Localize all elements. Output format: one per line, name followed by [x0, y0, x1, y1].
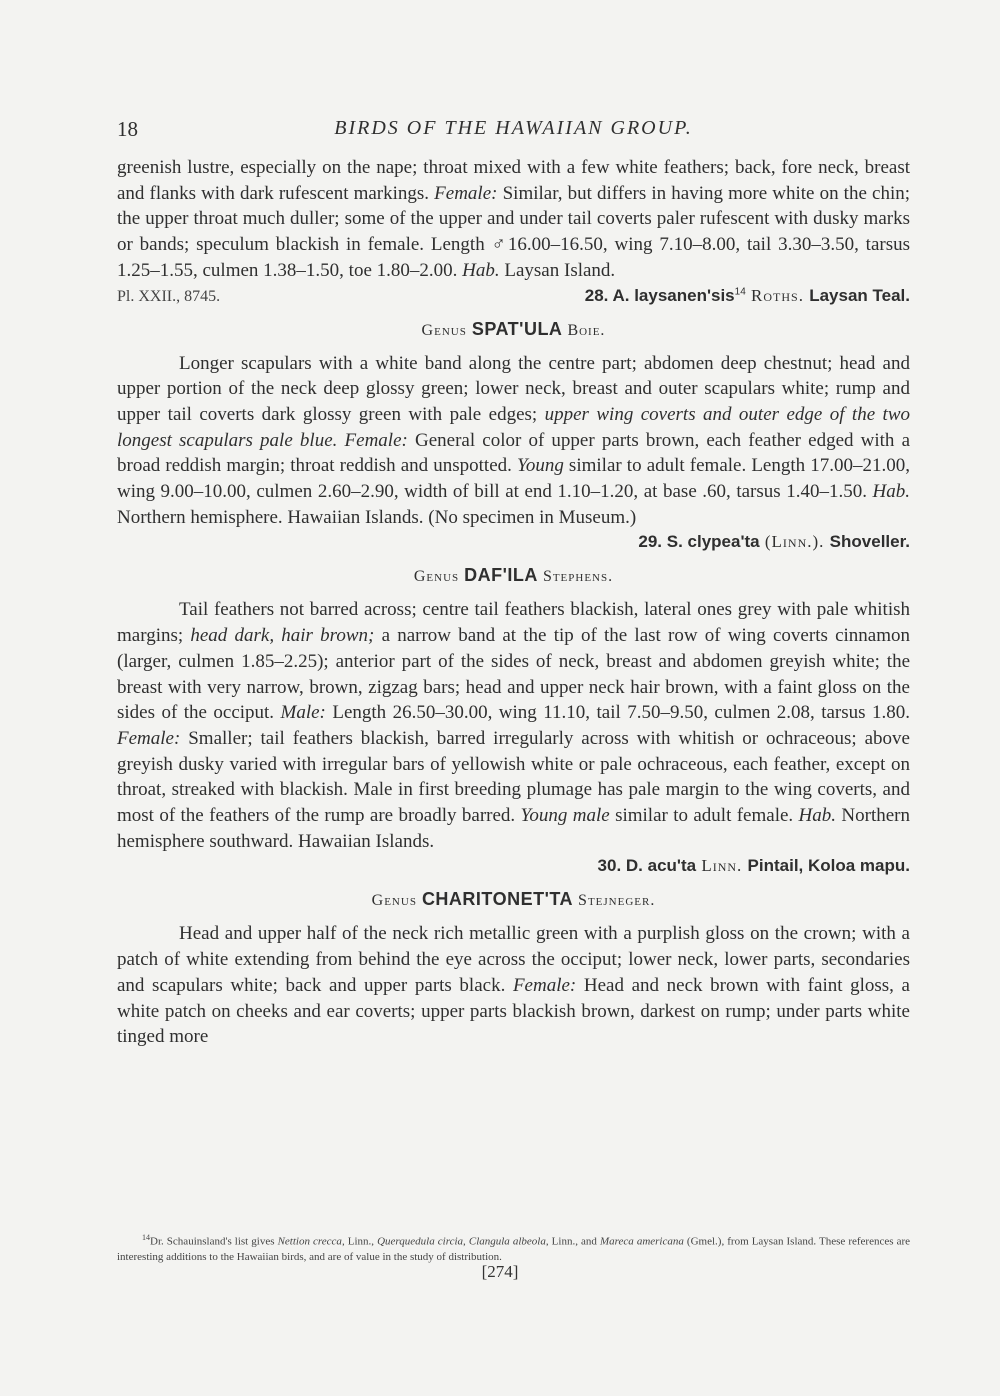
italic-run: Nettion crecca: [277, 1235, 342, 1248]
species-binomial: 29. S. clypea'ta: [638, 532, 760, 552]
species-common-name: Laysan Teal.: [809, 285, 910, 305]
page-number: 18: [117, 117, 138, 141]
hab-label: Hab.: [798, 805, 837, 827]
hab-label: Hab.: [872, 481, 910, 503]
genus-name: CHARITONET'TA: [421, 889, 574, 910]
species-binomial: 30. D. acu'ta: [597, 856, 697, 876]
species-heading-30: [117, 856, 910, 881]
text-run: Longer scapulars with a white band along the centre part; abdomen deep chestnut; head and upper portion of the neck deep glossy green; lower neck, breast and outer scapulars white; rump and upper tail coverts dark glossy green with pale edges;: [117, 352, 910, 425]
text-run: Northern hemisphere southward. Hawaiian Islands.: [117, 805, 910, 852]
text-run: Tail feathers not barred across; centre tail feathers blackish, lateral ones grey with pale whitish margins;: [117, 599, 910, 647]
text-run: Dr. Schauinsland's list gives: [150, 1235, 278, 1248]
text-run: a narrow band at the tip of the last row of wing coverts cinnamon (larger, culmen 1.85–2.25); anterior part of the sides of neck, breast and abdomen greyish white; the breast with very narrow, brown, zigzag bars; head and upper neck hair brown, with a faint gloss on the sides of the occiput.: [117, 625, 910, 724]
running-title: BIRDS OF THE HAWAIIAN GROUP.: [334, 117, 693, 139]
genus-heading-charitonetta: [117, 885, 910, 913]
footnote-ref: 14: [734, 285, 746, 297]
species-heading-28: [117, 286, 910, 311]
paragraph-laysan-teal-description: [117, 155, 910, 284]
hab-label: Hab.: [462, 259, 500, 281]
species-author: Roths.: [745, 285, 810, 305]
genus-heading-spatula: [117, 315, 910, 343]
signature-mark: [274]: [481, 1262, 519, 1281]
text-run: ,: [463, 1235, 469, 1248]
species-common-name: Shoveller.: [829, 532, 910, 552]
text-run: Northern hemisphere. Hawaiian Islands. (No specimen in Museum.): [117, 506, 637, 528]
genus-word: Genus: [421, 321, 472, 339]
male-label: Male:: [280, 702, 326, 724]
genus-author: Stejneger.: [573, 892, 656, 910]
plate-reference: Pl. XXII., 8745.: [117, 287, 221, 305]
species-name: [585, 286, 910, 306]
text-run: greenish lustre, especially on the nape; throat mixed with a few white feathers; back, fore neck, breast and flanks with dark rufescent markings.: [117, 157, 910, 204]
genus-word: Genus: [413, 568, 465, 586]
text-run: Laysan Island.: [499, 259, 616, 281]
text-run: (Gmel.), from Laysan Island. These references are interesting additions to the Hawaiian birds, and are of value in the study of distribution.: [117, 1235, 911, 1263]
paragraph-charitonetta-description: [117, 921, 910, 1050]
text-run: Head and neck brown with faint gloss, a white patch on cheeks and ear coverts; upper parts blackish brown, darkest on rump; under parts white tinged more: [117, 974, 910, 1048]
genus-heading-dafila: [117, 561, 910, 589]
species-heading-29: [117, 532, 910, 557]
text-run: , Linn.,: [341, 1235, 378, 1248]
female-label: Female:: [434, 182, 498, 204]
text-run: similar to adult female.: [609, 805, 799, 827]
species-binomial: 28. A. laysanen'sis: [584, 285, 735, 305]
species-author: Linn.: [696, 856, 748, 876]
running-head: [117, 117, 910, 147]
genus-name: SPAT'ULA: [471, 318, 563, 339]
species-author: (Linn.).: [759, 532, 830, 552]
footnote-number: 14: [142, 1233, 150, 1242]
female-label: Female:: [512, 974, 577, 996]
genus-word: Genus: [371, 892, 422, 910]
text-run: similar to adult female. Length 17.00–21.00, wing 9.00–10.00, culmen 2.60–2.90, width of bill at end 1.10–1.20, at base .60, tarsus 1.40–1.50.: [117, 455, 910, 503]
young-label: Young: [517, 455, 564, 477]
female-label: Female:: [117, 727, 181, 749]
italic-run: Clangula albeola: [468, 1235, 546, 1248]
italic-run: head dark, hair brown;: [190, 625, 375, 647]
text-run: Head and upper half of the neck rich metallic green with a purplish gloss on the crown; with a patch of white extending from behind the eye across the occiput; lower neck, lower parts, secondaries and scapulars white; back and upper parts black.: [117, 923, 910, 996]
italic-run: Mareca americana: [599, 1235, 684, 1248]
text-run: Smaller; tail feathers blackish, barred irregularly across with whitish or ochraceous; above greyish dusky varied with irregular bars of yellowish white or pale ochraceous, each feather, except on throat, streaked with blackish. Male in first breeding plumage has pale margin to the wing coverts, and most of the feathers of the rump are broadly barred.: [117, 727, 910, 827]
footnote: [117, 1230, 910, 1265]
young-male-label: Young male: [520, 805, 610, 827]
text-run: General color of upper parts brown, each feather edged with a broad reddish margin; throat reddish and unspotted.: [117, 429, 911, 477]
text-run: Length 26.50–30.00, wing 11.10, tail 7.50–9.50, culmen 2.08, tarsus 1.80.: [325, 702, 910, 724]
genus-author: Boie.: [562, 321, 606, 339]
species-name: [598, 856, 910, 876]
text-run: , Linn., and: [545, 1235, 600, 1248]
italic-run: Querquedula circia: [377, 1235, 464, 1248]
paragraph-dafila-description: [117, 597, 910, 854]
paragraph-spatula-description: [117, 351, 910, 531]
species-name: [638, 532, 910, 552]
body-text: [117, 155, 910, 1050]
text-run: Similar, but differs in having more white on the chin; the upper throat much duller; some of the upper and under tail coverts paler rufescent with dusky marks or bands; speculum blackish in female. Length ♂16.00–16.50, wing 7.10–8.00, tail 3.30–3.50, tarsus 1.25–1.55, culmen 1.38–1.50, toe 1.80–2.00.: [117, 182, 910, 281]
genus-author: Stephens.: [537, 568, 614, 586]
genus-name: DAF'ILA: [464, 565, 538, 586]
species-common-name: Pintail, Koloa mapu.: [747, 856, 910, 876]
italic-run: upper wing coverts and outer edge of the two longest scapulars pale blue.: [117, 403, 911, 451]
female-label: Female:: [344, 429, 408, 451]
